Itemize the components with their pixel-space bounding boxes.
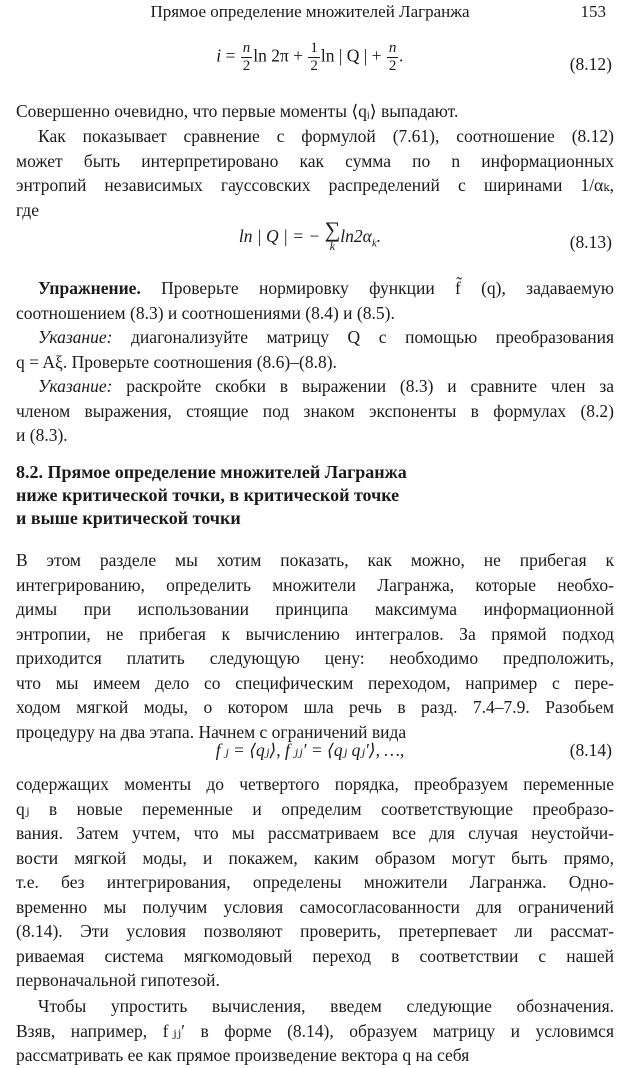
text-line: Указание: раскройте скобки в выражении (8.3) и сравните член за bbox=[38, 376, 614, 396]
text-line: Упражнение. Проверьте нормировку функции f̃ (q), задаваемую bbox=[38, 278, 614, 298]
eq-8-12-lhs: i bbox=[216, 45, 222, 66]
heading-line: и выше критической точки bbox=[16, 508, 241, 528]
frac-3-denominator: 2 bbox=[388, 58, 397, 74]
heading-line: ниже критической точки, в критической точке bbox=[16, 485, 400, 505]
running-header bbox=[0, 2, 620, 24]
eq-8-13-period: . bbox=[376, 226, 382, 247]
sum-index: k bbox=[329, 239, 336, 253]
exercise-label: Упражнение. bbox=[38, 278, 141, 298]
paragraph-intro bbox=[16, 548, 614, 744]
page-number: 153 bbox=[580, 2, 606, 21]
text-line: членом выражения, стоящие под знаком экспоненты в формулах (8.2) bbox=[16, 400, 614, 421]
running-title: Прямое определение множителей Лагранжа bbox=[150, 2, 470, 21]
eq-8-13-rhs: ln2α bbox=[340, 226, 372, 247]
text-line: содержащих моменты до четвертого порядка, преобразуем переменные bbox=[16, 774, 614, 794]
paragraph-first-moments: Совершенно очевидно, что первые моменты ⟨qᵢ⟩ выпадают. bbox=[16, 101, 459, 121]
text-line: энтропий независимых гауссовских распределений с ширинами 1/αₖ, bbox=[16, 175, 614, 195]
text-line: процедуру на два этапа. Начнем с ограничений вида bbox=[16, 721, 407, 742]
equation-8-14 bbox=[0, 740, 620, 770]
eq-8-12-frac-3 bbox=[387, 40, 399, 75]
eq-8-12-term-1: ln 2π + bbox=[253, 45, 308, 66]
text-line: интегрированию, определить множители Лагранжа, которые необхо- bbox=[16, 574, 614, 595]
text-line: вания. Затем учтем, что мы рассматриваем все для случая неустойчи- bbox=[16, 823, 614, 843]
text-line: Как показывает сравнение с формулой (7.61), соотношение (8.12) bbox=[38, 126, 614, 146]
equation-8-12 bbox=[0, 40, 620, 90]
eq-8-12-term-2: ln | Q | + bbox=[320, 45, 386, 66]
text-line: рассматривать ее как прямое произведение вектора q на себя bbox=[16, 1045, 470, 1065]
frac-1-denominator: 2 bbox=[242, 58, 251, 74]
exercise-block bbox=[16, 276, 614, 448]
frac-2-denominator: 2 bbox=[310, 58, 318, 74]
heading-line: 8.2. Прямое определение множителей Лагранжа bbox=[16, 462, 407, 482]
text-line: В этом разделе мы хотим показать, как можно, не прибегая к bbox=[16, 550, 614, 570]
frac-1-numerator: n bbox=[242, 40, 251, 56]
paragraph-moments bbox=[16, 772, 614, 993]
eq-8-13-subscript: k bbox=[371, 237, 377, 250]
eq-8-14-body: f ⱼ = ⟨qⱼ⟩, f ⱼⱼ′ = ⟨qⱼ qⱼ′⟩, …, bbox=[215, 740, 405, 760]
text-line: может быть интерпретировано как сумма по n информационных bbox=[16, 150, 614, 171]
frac-3-numerator: n bbox=[388, 40, 397, 56]
text-line: ходом мягкой моды, о котором шла речь в разд. 7.4–7.9. Разобьем bbox=[16, 697, 614, 717]
text-line: соотношением (8.3) и соотношениями (8.4) и (8.5). bbox=[16, 302, 395, 323]
text-line: димы при использовании принципа максимума информационной bbox=[16, 599, 614, 619]
text-line: Чтобы упростить вычисления, введем следующие обозначения. bbox=[38, 996, 614, 1016]
equation-number: (8.12) bbox=[569, 54, 612, 74]
text-line: что мы имеем дело со специфическим переходом, например с пере- bbox=[16, 672, 614, 693]
text-line: (8.14). Эти условия позволяют проверить, претерпевает ли рассмат- bbox=[16, 921, 614, 941]
text-line: Взяв, например, f ⱼⱼ′ в форме (8.14), образуем матрицу и условимся bbox=[16, 1020, 614, 1041]
hint-label: Указание: bbox=[38, 327, 113, 347]
sum-symbol: ∑ k bbox=[324, 217, 341, 253]
text-line: т.е. без интегрирования, определены множители Лагранжа. Одно- bbox=[16, 872, 614, 892]
paragraph-comparison bbox=[16, 124, 614, 222]
frac-2-numerator: 1 bbox=[310, 40, 318, 56]
eq-8-13-lhs: ln | Q | = − bbox=[238, 226, 321, 247]
hint-label: Указание: bbox=[38, 376, 113, 396]
text-line: q = Aξ. Проверьте соотношения (8.6)–(8.8). bbox=[16, 351, 337, 372]
text-line: и (8.3). bbox=[16, 425, 68, 445]
text-line: первоначальной гипотезой. bbox=[16, 970, 220, 990]
text-line: энтропии, не прибегая к вычислению интегралов. За прямой подход bbox=[16, 623, 614, 644]
paragraph-notation bbox=[16, 994, 614, 1068]
equation-number: (8.14) bbox=[569, 740, 612, 760]
eq-8-12-frac-1 bbox=[241, 40, 253, 75]
equation-8-13 bbox=[0, 217, 620, 272]
eq-8-12-equals: = bbox=[221, 45, 240, 66]
text-line: qⱼ в новые переменные и определим соответствующие преобразо- bbox=[16, 798, 614, 819]
eq-8-12-frac-2 bbox=[308, 40, 320, 75]
text-line: вости мягкой моды, и покажем, каким образом могут быть прямо, bbox=[16, 847, 614, 868]
eq-8-12-period: . bbox=[399, 45, 404, 66]
equation-number: (8.13) bbox=[569, 232, 612, 252]
text-line: риваемая система мягкомодовый переход в соответствии с нашей bbox=[16, 945, 614, 966]
text-line: где bbox=[16, 199, 39, 220]
text-line: Указание: диагонализуйте матрицу Q с помощью преобразования bbox=[38, 327, 614, 347]
text-line: временно мы получим условия самосогласованности для ограничений bbox=[16, 896, 614, 917]
text-line: приходится платить следующую цену: необходимо предположить, bbox=[16, 648, 614, 668]
section-heading bbox=[16, 461, 576, 530]
